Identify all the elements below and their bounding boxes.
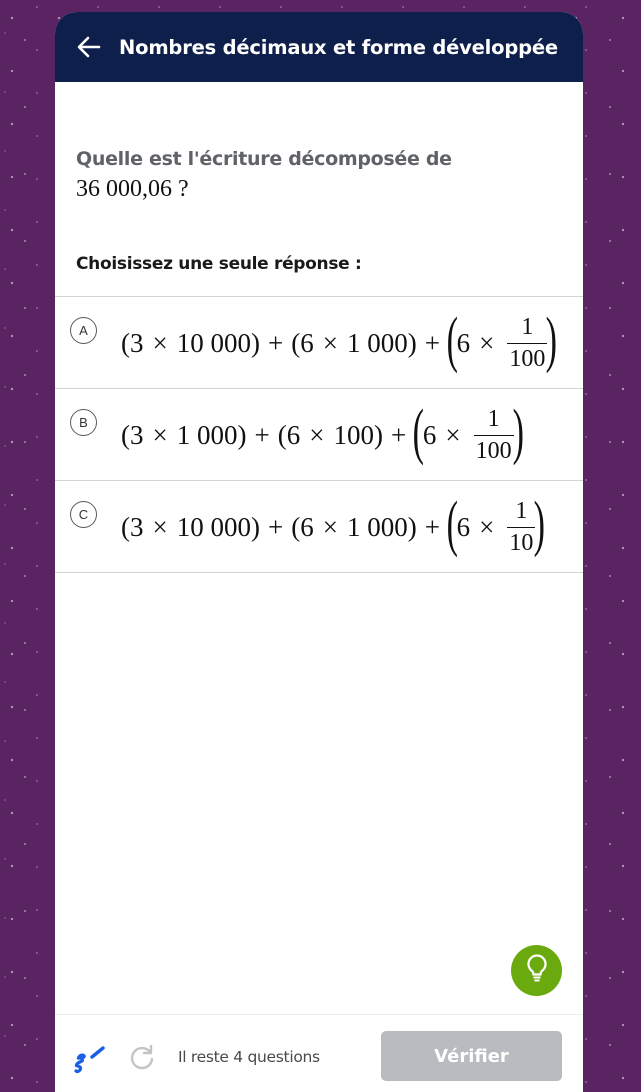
option-b[interactable] (55, 389, 583, 481)
verify-button[interactable]: Vérifier (381, 1031, 562, 1081)
instruction-text: Choisissez une seule réponse : (76, 254, 362, 274)
fraction: $\frac{1}{100}$ (475, 406, 512, 464)
remaining-questions-text: Il reste 4 questions (178, 1048, 320, 1066)
footer-bar (55, 1014, 583, 1092)
question-text: Quelle est l'écriture décomposée de (76, 148, 452, 170)
option-a[interactable] (55, 297, 583, 389)
page-title: Nombres décimaux et forme développée (119, 35, 558, 59)
option-letter-badge: A (70, 317, 97, 344)
exercise-card (55, 12, 583, 1092)
hint-button[interactable] (511, 945, 562, 996)
question (76, 148, 566, 203)
fraction: $\frac{1}{10}$ (509, 498, 534, 556)
lightbulb-icon (525, 953, 549, 988)
fraction: $\frac{1}{100}$ (509, 314, 546, 372)
option-formula: (3 × 10 000) + (6 × 1 000) + ( 6 × $\frac{1}{10}$ ) (121, 490, 546, 558)
back-arrow-icon[interactable] (77, 34, 103, 60)
redo-icon[interactable] (128, 1043, 156, 1071)
option-letter-badge: C (70, 501, 97, 528)
option-formula: (3 × 1 000) + (6 × 100) + ( 6 × $\frac{1}{100}$ ) (121, 398, 524, 466)
pen-scribble-icon[interactable] (73, 1045, 107, 1075)
header-bar (55, 12, 583, 82)
option-formula: (3 × 10 000) + (6 × 1 000) + ( 6 × $\frac{1}{100}$ ) (121, 306, 558, 374)
answer-options (55, 296, 583, 573)
question-number: 36 000,06 ? (76, 176, 189, 202)
option-c[interactable] (55, 481, 583, 573)
option-letter-badge: B (70, 409, 97, 436)
